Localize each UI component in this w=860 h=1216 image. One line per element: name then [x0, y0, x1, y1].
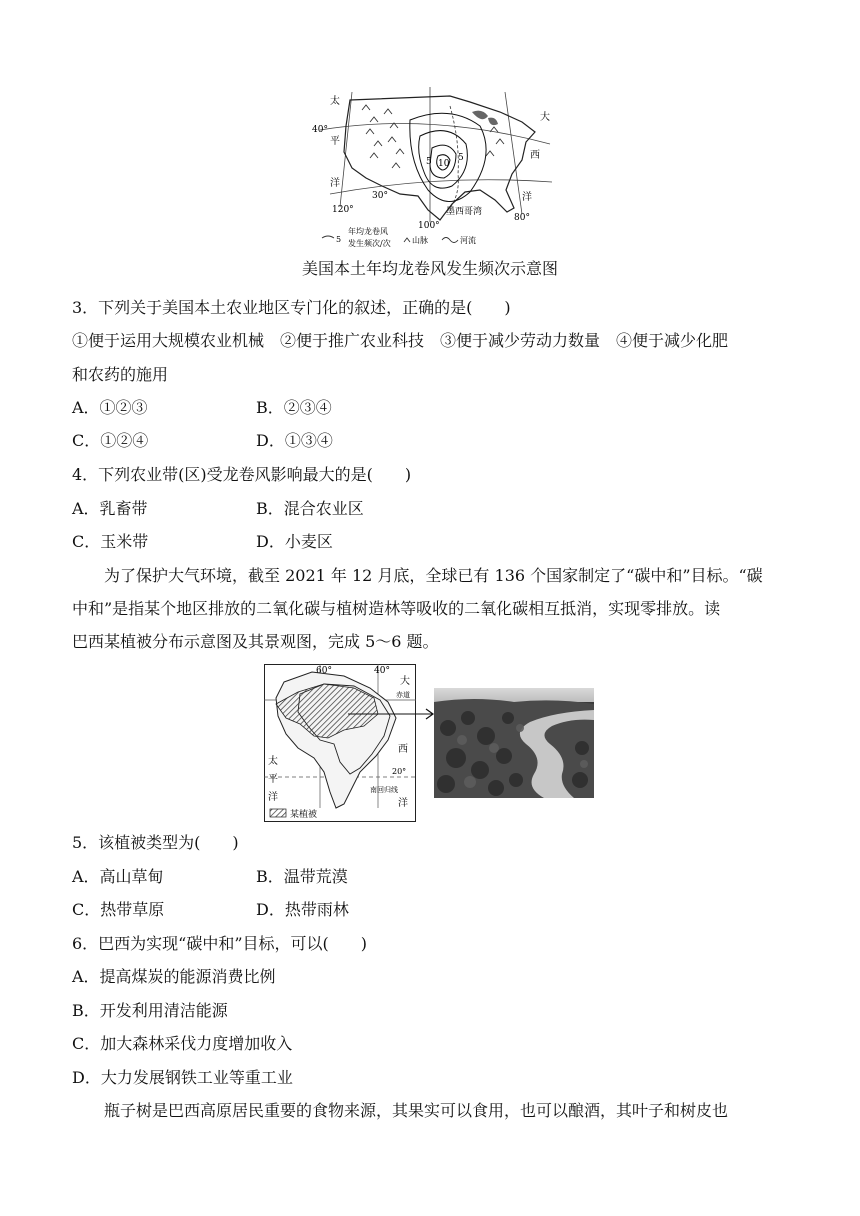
- lat-line-40: [320, 124, 550, 144]
- q3-statements-1: ①便于运用大规模农业机械 ②便于推广农业科技 ③便于减少劳动力数量 ④便于减少化肥: [72, 331, 729, 350]
- label-contour-5: 5: [426, 157, 432, 167]
- q5-stem: 5．该植被类型为( ): [72, 833, 239, 852]
- q3-option-b: B．②③④: [256, 398, 332, 417]
- legend-freq-2: 发生频次/次: [348, 239, 391, 248]
- label-lon80: 80°: [514, 213, 530, 223]
- q6-option-a: A．提高煤炭的能源消费比例: [72, 967, 276, 986]
- legend-mountain-icon: [404, 238, 410, 242]
- legend-hatch-icon: [270, 809, 286, 817]
- rainforest-landscape-photo: [434, 688, 594, 798]
- q3-option-d: D．①③④: [256, 431, 333, 450]
- q4-stem: 4．下列农业带(区)受龙卷风影响最大的是( ): [72, 465, 412, 484]
- label-lat30: 30°: [372, 191, 388, 201]
- q6-stem: 6．巴西为实现“碳中和”目标，可以( ): [72, 934, 368, 953]
- q5-option-d: D．热带雨林: [256, 900, 349, 919]
- legend-vegetation: 某植被: [290, 810, 318, 820]
- label-pac-2: 平: [268, 774, 278, 785]
- label-contour-10: 10: [438, 159, 450, 169]
- brazil-map-svg: [264, 664, 416, 822]
- q3-stem: 3．下列关于美国本土农业地区专门化的叙述，正确的是( ): [72, 298, 511, 317]
- label-pac-3: 洋: [268, 792, 278, 803]
- label-lon60: 60°: [316, 666, 332, 676]
- q5-option-b: B．温带荒漠: [256, 867, 348, 886]
- label-tropic: 南回归线: [370, 786, 398, 794]
- us-tornado-map-svg: [300, 82, 560, 252]
- label-pacific-1: 太: [330, 96, 340, 107]
- label-lon40: 40°: [374, 666, 390, 676]
- label-atlantic-2: 西: [530, 150, 540, 161]
- figure1-caption: 美国本土年均龙卷风发生频次示意图: [301, 259, 558, 278]
- tornado-isolines: [410, 113, 486, 201]
- lon-line-120: [340, 92, 352, 207]
- q6-option-c: C．加大森林采伐力度增加收入: [72, 1034, 293, 1053]
- q4-option-a: A．乳畜带: [72, 499, 148, 518]
- legend-freq-1: 年均龙卷风: [348, 227, 388, 236]
- label-atl-1: 大: [400, 676, 410, 687]
- arrow-icon: [416, 706, 436, 722]
- us-outline: [344, 96, 535, 220]
- legend-river-icon: [442, 238, 458, 243]
- label-atl-2: 西: [398, 744, 408, 755]
- rainforest-photo-svg: [434, 688, 594, 798]
- q4-option-d: D．小麦区: [256, 532, 333, 551]
- label-atlantic-1: 大: [540, 112, 550, 123]
- q6-option-d: D．大力发展钢铁工业等重工业: [72, 1068, 293, 1087]
- q5-option-c: C．热带草原: [72, 900, 165, 919]
- label-pacific-2: 平: [330, 136, 340, 147]
- q6-option-b: B．开发利用清洁能源: [72, 1001, 228, 1020]
- q4-option-c: C．玉米带: [72, 532, 149, 551]
- q3-option-c: C．①②④: [72, 431, 149, 450]
- lon-line-80: [505, 92, 522, 214]
- legend-num: 5: [336, 235, 342, 244]
- legend-isoline-icon: [322, 236, 334, 238]
- legend-river: 河流: [460, 236, 476, 245]
- label-lon120: 120°: [332, 205, 354, 215]
- label-lon100: 100°: [418, 221, 440, 231]
- us-tornado-map: [300, 82, 560, 252]
- label-atl-3: 洋: [398, 798, 408, 809]
- label-lat40: 40°: [312, 125, 328, 135]
- label-gulf: 墨西哥湾: [446, 207, 483, 217]
- label-contour-5b: 5: [458, 153, 464, 163]
- passage1-line3: 巴西某植被分布示意图及其景观图，完成 5～6 题。: [72, 632, 439, 651]
- q5-option-a: A．高山草甸: [72, 867, 164, 886]
- passage1-line2: 中和”是指某个地区排放的二氧化碳与植树造林等吸收的二氧化碳相互抵消，实现零排放。读: [72, 599, 721, 618]
- brazil-vegetation-map: [264, 664, 416, 822]
- label-atlantic-3: 洋: [522, 192, 532, 203]
- q4-option-b: B．混合农业区: [256, 499, 364, 518]
- legend-mountain: 山脉: [412, 236, 428, 245]
- passage1-line1: 为了保护大气环境，截至 2021 年 12 月底，全球已有 136 个国家制定了“碳中和”目标。“碳: [104, 566, 763, 585]
- label-equator: 赤道: [396, 691, 410, 699]
- label-pacific-3: 洋: [330, 178, 340, 189]
- q3-option-a: A．①②③: [72, 398, 148, 417]
- label-pac-1: 太: [268, 756, 278, 767]
- q3-statements-2: 和农药的施用: [72, 365, 169, 384]
- label-lat20: 20°: [392, 767, 407, 776]
- passage2-line1: 瓶子树是巴西高原居民重要的食物来源，其果实可以食用，也可以酿酒，其叶子和树皮也: [104, 1101, 729, 1120]
